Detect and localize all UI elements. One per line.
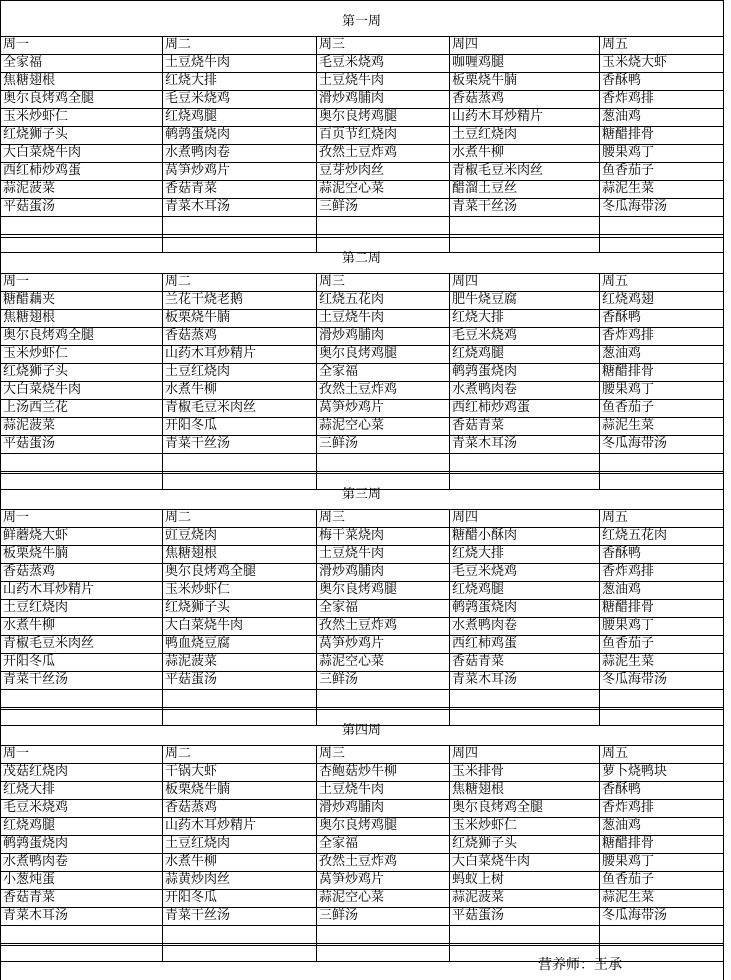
- day-header: 周二: [165, 274, 192, 289]
- menu-dish-cell: 鹌鹑蛋烧肉: [452, 600, 518, 615]
- menu-dish-cell: 青菜干丝汤: [452, 199, 518, 214]
- menu-dish-cell: 茂菇红烧肉: [3, 764, 69, 779]
- menu-dish-cell: 香酥鸭: [602, 546, 642, 561]
- menu-dish-cell: 全家福: [3, 55, 43, 70]
- menu-dish-cell: 山药木耳炒精片: [165, 818, 257, 833]
- menu-dish-cell: 板栗烧牛腩: [3, 546, 69, 561]
- menu-dish-cell: 香菇青菜: [452, 418, 505, 433]
- column-border: [449, 36, 450, 252]
- empty-cell: [449, 690, 599, 707]
- day-header: 周五: [602, 510, 629, 525]
- menu-dish-cell: 香酥鸭: [602, 310, 642, 325]
- menu-dish-cell: 开阳冬瓜: [3, 654, 56, 669]
- empty-cell: [316, 454, 449, 471]
- column-border: [162, 745, 163, 961]
- column-border: [599, 273, 600, 489]
- menu-dish-cell: 红烧五花肉: [602, 528, 668, 543]
- column-border: [599, 745, 600, 961]
- day-header: 周一: [3, 37, 30, 52]
- menu-dish-cell: 萝卜烧鸭块: [602, 764, 668, 779]
- menu-dish-cell: 鱼香茄子: [602, 872, 655, 887]
- day-header: 周五: [602, 274, 629, 289]
- empty-cell: [316, 944, 449, 961]
- menu-dish-cell: 腰果鸡丁: [602, 854, 655, 869]
- menu-dish-cell: 毛豆米烧鸡: [319, 55, 385, 70]
- menu-dish-cell: 醋溜土豆丝: [452, 181, 518, 196]
- menu-dish-cell: 三鲜汤: [319, 672, 359, 687]
- menu-dish-cell: 玉米炒虾仁: [3, 346, 69, 361]
- column-border: [0, 36, 1, 252]
- week-title: 第四周: [341, 723, 381, 738]
- column-border: [723, 509, 724, 725]
- menu-dish-cell: 大白菜烧牛肉: [165, 618, 244, 633]
- menu-dish-cell: 鱼香茄子: [602, 636, 655, 651]
- menu-dish-cell: 腰果鸡丁: [602, 145, 655, 160]
- menu-dish-cell: 香菇青菜: [452, 654, 505, 669]
- menu-dish-cell: 土豆烧牛肉: [165, 55, 231, 70]
- menu-dish-cell: 红烧鸡腿: [3, 818, 56, 833]
- menu-dish-cell: 西红柿鸡蛋: [452, 636, 518, 651]
- menu-dish-cell: 三鲜汤: [319, 908, 359, 923]
- menu-dish-cell: 奥尔良烤鸡腿: [319, 109, 398, 124]
- menu-dish-cell: 毛豆米烧鸡: [165, 91, 231, 106]
- menu-dish-cell: 板栗烧牛腩: [165, 782, 231, 797]
- menu-dish-cell: 玉米炒虾仁: [165, 582, 231, 597]
- week-title: 第三周: [341, 487, 381, 502]
- menu-dish-cell: 鲜蘑烧大虾: [3, 528, 69, 543]
- title-left-border: [0, 237, 1, 273]
- menu-dish-cell: 板栗烧牛腩: [165, 310, 231, 325]
- menu-dish-cell: 红烧大排: [3, 782, 56, 797]
- menu-dish-cell: 滑炒鸡脯肉: [319, 91, 385, 106]
- menu-dish-cell: 莴笋炒鸡片: [319, 872, 385, 887]
- menu-dish-cell: 土豆红烧肉: [3, 600, 69, 615]
- menu-dish-cell: 葱油鸡: [602, 109, 642, 124]
- menu-dish-cell: 香菇青菜: [3, 890, 56, 905]
- menu-dish-cell: 奥尔良烤鸡腿: [319, 582, 398, 597]
- menu-dish-cell: 土豆烧牛肉: [319, 546, 385, 561]
- menu-dish-cell: 糖醋排骨: [602, 364, 655, 379]
- menu-dish-cell: 梅干菜烧肉: [319, 528, 385, 543]
- menu-dish-cell: 青椒毛豆米肉丝: [165, 400, 257, 415]
- column-border: [162, 509, 163, 725]
- menu-dish-cell: 青菜木耳汤: [165, 199, 231, 214]
- empty-cell: [0, 690, 162, 707]
- menu-dish-cell: 红烧鸡翅: [602, 292, 655, 307]
- day-header: 周四: [452, 37, 479, 52]
- menu-dish-cell: 杏鲍菇炒牛柳: [319, 764, 398, 779]
- week-title: 第一周: [341, 14, 381, 29]
- menu-dish-cell: 蒜泥空心菜: [319, 418, 385, 433]
- column-border: [449, 273, 450, 489]
- menu-dish-cell: 滑炒鸡脯肉: [319, 800, 385, 815]
- menu-dish-cell: 葱油鸡: [602, 582, 642, 597]
- menu-dish-cell: 蒜泥空心菜: [319, 654, 385, 669]
- title-right-border: [723, 473, 724, 509]
- menu-dish-cell: 孜然土豆炸鸡: [319, 854, 398, 869]
- menu-dish-cell: 毛豆米烧鸡: [452, 564, 518, 579]
- menu-dish-cell: 玉米炒虾仁: [3, 109, 69, 124]
- empty-cell: [599, 926, 723, 943]
- menu-dish-cell: 滑炒鸡脯肉: [319, 328, 385, 343]
- menu-dish-cell: 青菜干丝汤: [3, 672, 69, 687]
- menu-dish-cell: 孜然土豆炸鸡: [319, 618, 398, 633]
- menu-dish-cell: 山药木耳炒精片: [165, 346, 257, 361]
- day-header: 周三: [319, 510, 346, 525]
- title-left-border: [0, 709, 1, 745]
- menu-dish-cell: 红烧狮子头: [165, 600, 231, 615]
- menu-dish-cell: 毛豆米烧鸡: [452, 328, 518, 343]
- column-border: [162, 273, 163, 489]
- menu-dish-cell: 全家福: [319, 836, 359, 851]
- menu-dish-cell: 土豆红烧肉: [165, 836, 231, 851]
- footer-left-border: [0, 945, 1, 980]
- column-border: [316, 36, 317, 252]
- menu-dish-cell: 香酥鸭: [602, 73, 642, 88]
- menu-dish-cell: 冬瓜海带汤: [602, 199, 668, 214]
- menu-dish-cell: 红烧大排: [165, 73, 218, 88]
- menu-dish-cell: 蒜泥生菜: [602, 418, 655, 433]
- title-left-border: [0, 473, 1, 509]
- column-border: [723, 273, 724, 489]
- menu-dish-cell: 大白菜烧牛肉: [3, 145, 82, 160]
- menu-dish-cell: 红烧狮子头: [452, 836, 518, 851]
- menu-dish-cell: 山药木耳炒精片: [452, 109, 544, 124]
- menu-dish-cell: 蒜泥空心菜: [319, 181, 385, 196]
- menu-dish-cell: 蚂蚁上树: [452, 872, 505, 887]
- menu-dish-cell: 冬瓜海带汤: [602, 436, 668, 451]
- menu-dish-cell: 平菇蛋汤: [165, 672, 218, 687]
- empty-cell: [449, 454, 599, 471]
- day-header: 周四: [452, 274, 479, 289]
- menu-dish-cell: 糖醋排骨: [602, 600, 655, 615]
- menu-dish-cell: 大白菜烧牛肉: [452, 854, 531, 869]
- menu-dish-cell: 水煮牛柳: [3, 618, 56, 633]
- menu-dish-cell: 平菇蛋汤: [452, 908, 505, 923]
- menu-dish-cell: 干锅大虾: [165, 764, 218, 779]
- empty-cell: [162, 454, 316, 471]
- empty-cell: [162, 217, 316, 234]
- menu-dish-cell: 鹌鹑蛋烧肉: [165, 127, 231, 142]
- empty-cell: [162, 944, 316, 961]
- column-border: [316, 509, 317, 725]
- menu-dish-cell: 水煮牛柳: [165, 854, 218, 869]
- menu-dish-cell: 糖醋排骨: [602, 127, 655, 142]
- menu-dish-cell: 豇豆烧肉: [165, 528, 218, 543]
- title-left-border: [0, 0, 1, 36]
- menu-dish-cell: 毛豆米烧鸡: [3, 800, 69, 815]
- empty-cell: [599, 454, 723, 471]
- menu-dish-cell: 腰果鸡丁: [602, 618, 655, 633]
- menu-dish-cell: 上汤西兰花: [3, 400, 69, 415]
- empty-cell: [316, 926, 449, 943]
- column-border: [723, 36, 724, 252]
- menu-dish-cell: 大白菜烧牛肉: [3, 382, 82, 397]
- menu-dish-cell: 红烧鸡腿: [452, 346, 505, 361]
- menu-dish-cell: 蒜泥菠菜: [452, 890, 505, 905]
- menu-dish-cell: 青菜木耳汤: [3, 908, 69, 923]
- day-header: 周三: [319, 274, 346, 289]
- week-title: 第二周: [341, 251, 381, 266]
- column-border: [723, 745, 724, 961]
- column-border: [316, 745, 317, 961]
- empty-cell: [599, 217, 723, 234]
- title-right-border: [723, 0, 724, 36]
- menu-dish-cell: 奥尔良烤鸡腿: [319, 346, 398, 361]
- menu-dish-cell: 奥尔良烤鸡腿: [319, 818, 398, 833]
- menu-dish-cell: 蒜泥空心菜: [319, 890, 385, 905]
- menu-dish-cell: 水煮鸭肉卷: [452, 382, 518, 397]
- week-top-border: [0, 0, 724, 1]
- menu-dish-cell: 红烧大排: [452, 546, 505, 561]
- footer-right-border: [723, 945, 724, 980]
- menu-dish-cell: 莴笋炒鸡片: [319, 400, 385, 415]
- menu-dish-cell: 水煮鸭肉卷: [165, 145, 231, 160]
- menu-dish-cell: 葱油鸡: [602, 346, 642, 361]
- day-header: 周一: [3, 274, 30, 289]
- empty-cell: [0, 944, 162, 961]
- menu-dish-cell: 香菇蒸鸡: [165, 800, 218, 815]
- menu-dish-cell: 山药木耳炒精片: [3, 582, 95, 597]
- empty-cell: [0, 454, 162, 471]
- menu-dish-cell: 三鲜汤: [319, 199, 359, 214]
- menu-dish-cell: 糖醋排骨: [602, 836, 655, 851]
- week-top-border: [0, 709, 724, 710]
- menu-dish-cell: 青菜木耳汤: [452, 436, 518, 451]
- menu-dish-cell: 青菜木耳汤: [452, 672, 518, 687]
- menu-dish-cell: 香炸鸡排: [602, 328, 655, 343]
- week-top-border: [0, 473, 724, 474]
- menu-dish-cell: 蒜泥菠菜: [165, 654, 218, 669]
- empty-cell: [162, 926, 316, 943]
- empty-cell: [0, 926, 162, 943]
- menu-dish-cell: 葱油鸡: [602, 818, 642, 833]
- menu-dish-cell: 孜然土豆炸鸡: [319, 382, 398, 397]
- menu-dish-cell: 土豆红烧肉: [452, 127, 518, 142]
- column-border: [316, 273, 317, 489]
- menu-dish-cell: 鱼香茄子: [602, 400, 655, 415]
- menu-dish-cell: 小葱炖蛋: [3, 872, 56, 887]
- day-header: 周二: [165, 510, 192, 525]
- menu-dish-cell: 糖醋藕夹: [3, 292, 56, 307]
- menu-dish-cell: 奥尔良烤鸡全腿: [452, 800, 544, 815]
- column-border: [599, 509, 600, 725]
- menu-dish-cell: 奥尔良烤鸡全腿: [165, 564, 257, 579]
- menu-dish-cell: 西红柿炒鸡蛋: [452, 400, 531, 415]
- menu-dish-cell: 腰果鸡丁: [602, 382, 655, 397]
- column-border: [449, 745, 450, 961]
- empty-cell: [449, 926, 599, 943]
- menu-dish-cell: 平菇蛋汤: [3, 436, 56, 451]
- day-header: 周三: [319, 37, 346, 52]
- menu-dish-cell: 奥尔良烤鸡全腿: [3, 91, 95, 106]
- menu-dish-cell: 平菇蛋汤: [3, 199, 56, 214]
- menu-dish-cell: 红烧狮子头: [3, 364, 69, 379]
- day-header: 周二: [165, 746, 192, 761]
- menu-dish-cell: 青菜干丝汤: [165, 908, 231, 923]
- menu-dish-cell: 青菜干丝汤: [165, 436, 231, 451]
- day-header: 周一: [3, 746, 30, 761]
- menu-dish-cell: 水煮鸭肉卷: [452, 618, 518, 633]
- week-top-border: [0, 237, 724, 238]
- nutritionist-signature: 营养师：王承: [538, 957, 622, 973]
- menu-dish-cell: 蒜泥生菜: [602, 890, 655, 905]
- menu-dish-cell: 兰花干烧老鹅: [165, 292, 244, 307]
- column-border: [0, 745, 1, 961]
- menu-dish-cell: 冬瓜海带汤: [602, 672, 668, 687]
- menu-dish-cell: 香菇青菜: [165, 181, 218, 196]
- menu-dish-cell: 玉米炒虾仁: [452, 818, 518, 833]
- menu-dish-cell: 焦糖翅根: [165, 546, 218, 561]
- menu-dish-cell: 焦糖翅根: [3, 73, 56, 88]
- menu-dish-cell: 莴笋炒鸡片: [165, 163, 231, 178]
- menu-dish-cell: 开阳冬瓜: [165, 890, 218, 905]
- menu-dish-cell: 红烧狮子头: [3, 127, 69, 142]
- menu-dish-cell: 水煮牛柳: [165, 382, 218, 397]
- menu-dish-cell: 香炸鸡排: [602, 800, 655, 815]
- empty-cell: [316, 690, 449, 707]
- empty-cell: [316, 217, 449, 234]
- day-header: 周五: [602, 37, 629, 52]
- column-border: [162, 36, 163, 252]
- menu-dish-cell: 水煮鸭肉卷: [3, 854, 69, 869]
- empty-cell: [599, 690, 723, 707]
- menu-dish-cell: 水煮牛柳: [452, 145, 505, 160]
- day-header: 周五: [602, 746, 629, 761]
- menu-dish-cell: 香菇蒸鸡: [3, 564, 56, 579]
- menu-dish-cell: 咖喱鸡腿: [452, 55, 505, 70]
- column-border: [0, 273, 1, 489]
- menu-dish-cell: 全家福: [319, 600, 359, 615]
- menu-dish-cell: 糖醋小酥肉: [452, 528, 518, 543]
- day-header: 周二: [165, 37, 192, 52]
- empty-cell: [449, 217, 599, 234]
- menu-dish-cell: 西红柿炒鸡蛋: [3, 163, 82, 178]
- menu-dish-cell: 肥牛烧豆腐: [452, 292, 518, 307]
- menu-dish-cell: 莴笋炒鸡片: [319, 636, 385, 651]
- menu-dish-cell: 鱼香茄子: [602, 163, 655, 178]
- menu-dish-cell: 青椒毛豆米肉丝: [3, 636, 95, 651]
- menu-dish-cell: 鹌鹑蛋烧肉: [452, 364, 518, 379]
- menu-dish-cell: 冬瓜海带汤: [602, 908, 668, 923]
- menu-dish-cell: 玉米烧大虾: [602, 55, 668, 70]
- menu-dish-cell: 焦糖翅根: [452, 782, 505, 797]
- menu-dish-cell: 焦糖翅根: [3, 310, 56, 325]
- empty-cell: [0, 217, 162, 234]
- menu-dish-cell: 三鲜汤: [319, 436, 359, 451]
- menu-dish-cell: 百页节红烧肉: [319, 127, 398, 142]
- column-border: [449, 509, 450, 725]
- day-header: 周三: [319, 746, 346, 761]
- menu-dish-cell: 土豆烧牛肉: [319, 73, 385, 88]
- menu-dish-cell: 豆芽炒肉丝: [319, 163, 385, 178]
- menu-dish-cell: 蒜泥生菜: [602, 654, 655, 669]
- menu-dish-cell: 奥尔良烤鸡全腿: [3, 328, 95, 343]
- column-border: [599, 36, 600, 252]
- menu-dish-cell: 鹌鹑蛋烧肉: [3, 836, 69, 851]
- menu-dish-cell: 滑炒鸡脯肉: [319, 564, 385, 579]
- day-header: 周一: [3, 510, 30, 525]
- menu-dish-cell: 开阳冬瓜: [165, 418, 218, 433]
- menu-dish-cell: 蒜黄炒肉丝: [165, 872, 231, 887]
- menu-dish-cell: 香炸鸡排: [602, 564, 655, 579]
- menu-dish-cell: 青椒毛豆米肉丝: [452, 163, 544, 178]
- menu-dish-cell: 香菇蒸鸡: [452, 91, 505, 106]
- menu-dish-cell: 土豆烧牛肉: [319, 782, 385, 797]
- column-border: [0, 509, 1, 725]
- menu-dish-cell: 土豆红烧肉: [165, 364, 231, 379]
- menu-dish-cell: 鸭血烧豆腐: [165, 636, 231, 651]
- title-right-border: [723, 709, 724, 745]
- day-header: 周四: [452, 746, 479, 761]
- empty-cell: [162, 690, 316, 707]
- day-header: 周四: [452, 510, 479, 525]
- menu-dish-cell: 红烧鸡腿: [165, 109, 218, 124]
- title-right-border: [723, 237, 724, 273]
- menu-dish-cell: 孜然土豆炸鸡: [319, 145, 398, 160]
- menu-dish-cell: 蒜泥菠菜: [3, 418, 56, 433]
- menu-dish-cell: 红烧大排: [452, 310, 505, 325]
- menu-dish-cell: 香菇蒸鸡: [165, 328, 218, 343]
- menu-dish-cell: 红烧鸡腿: [452, 582, 505, 597]
- menu-dish-cell: 玉米排骨: [452, 764, 505, 779]
- footer-top-border: [0, 945, 724, 946]
- menu-dish-cell: 蒜泥生菜: [602, 181, 655, 196]
- menu-dish-cell: 土豆烧牛肉: [319, 310, 385, 325]
- menu-dish-cell: 香炸鸡排: [602, 91, 655, 106]
- menu-dish-cell: 板栗烧牛腩: [452, 73, 518, 88]
- menu-dish-cell: 蒜泥菠菜: [3, 181, 56, 196]
- menu-dish-cell: 红烧五花肉: [319, 292, 385, 307]
- menu-dish-cell: 全家福: [319, 364, 359, 379]
- menu-dish-cell: 香酥鸭: [602, 782, 642, 797]
